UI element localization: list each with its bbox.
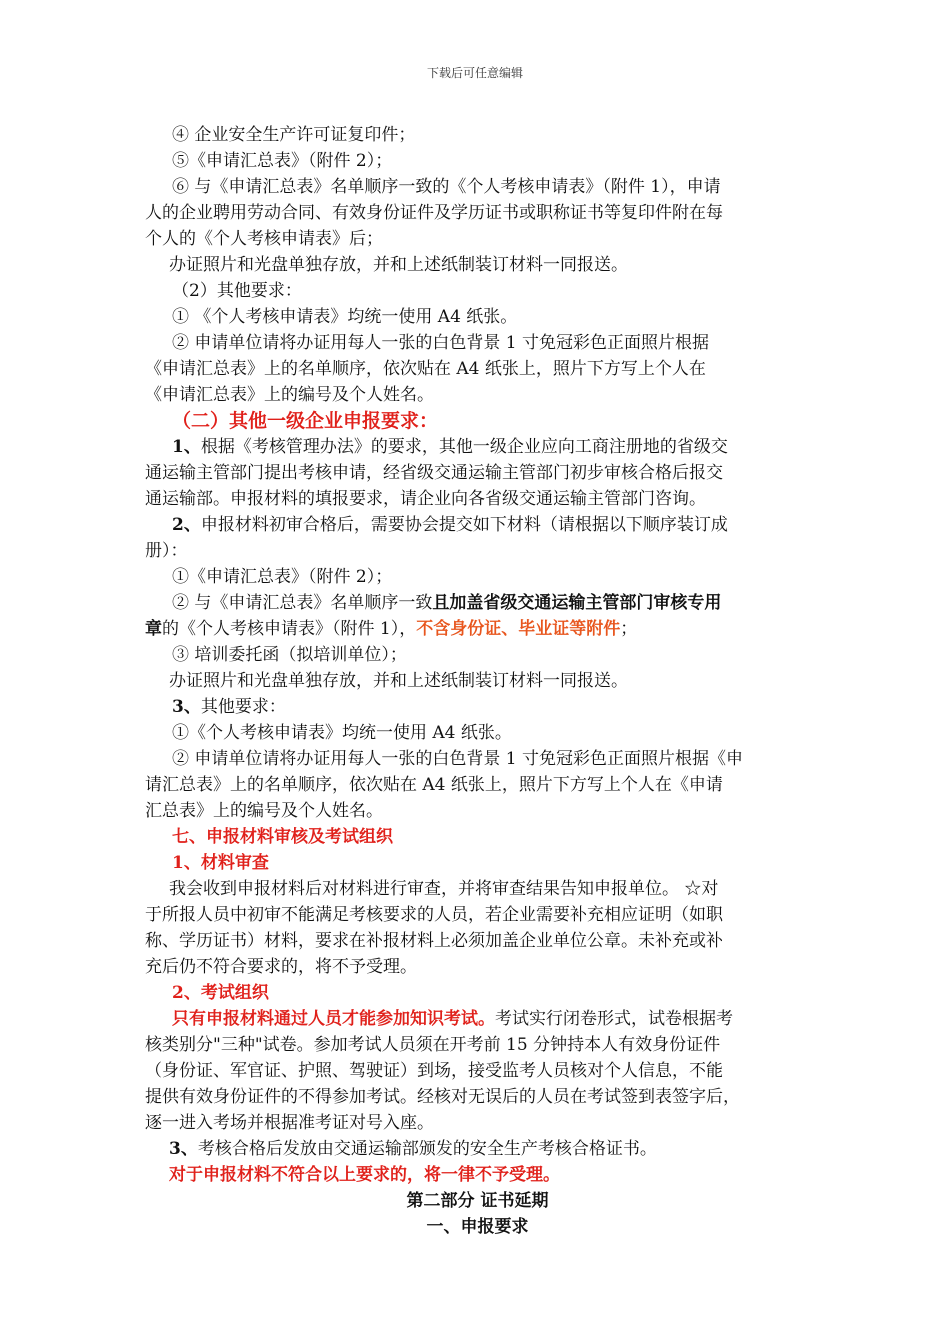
section-heading: 七、申报材料审核及考试组织: [172, 827, 393, 847]
paragraph-line: [145, 512, 810, 538]
paragraph-line: 逐一进入考场并根据准考证对号入座。: [145, 1113, 434, 1133]
paragraph-text: 考核合格后发放由交通运输部颁发的安全生产考核合格证书。: [197, 1139, 657, 1159]
paragraph-line: [145, 1006, 810, 1032]
paragraph-line: [145, 1136, 810, 1162]
document-body: [145, 122, 810, 1240]
paragraph-line: 核类别分"三种"试卷。参加考试人员须在开考前 15 分钟持本人有效身份证件: [145, 1035, 721, 1055]
paragraph-line: 办证照片和光盘单独存放，并和上述纸制装订材料一同报送。: [169, 671, 628, 691]
paragraph-line: 《申请汇总表》上的编号及个人姓名。: [145, 385, 434, 405]
paragraph-line: ①《申请汇总表》（附件 2）；: [172, 567, 393, 587]
paragraph-line: ①《个人考核申请表》均统一使用 A4 纸张。: [172, 723, 512, 743]
section-title: 一、申报要求: [426, 1217, 529, 1237]
subsection-heading: 2、考试组织: [172, 983, 269, 1003]
paragraph-text: 的《个人考核申请表》（附件 1），: [162, 619, 417, 639]
paragraph-line: 个人的《个人考核申请表》后；: [145, 229, 383, 249]
paragraph-line: 提供有效身份证件的不得参加考试。经核对无误后的人员在考试签到表签字后，: [145, 1087, 740, 1107]
paragraph-line: 称、学历证书）材料，要求在补报材料上必须加盖企业单位公章。未补充或补: [145, 931, 723, 951]
paragraph-line: （2）其他要求：: [172, 281, 302, 301]
paragraph-line: 通运输部。申报材料的填报要求，请企业向各省级交通运输主管部门咨询。: [145, 489, 706, 509]
paragraph-line: 册）：: [145, 541, 188, 561]
paragraph-line: 充后仍不符合要求的，将不予受理。: [145, 957, 417, 977]
paragraph-line: 《申请汇总表》上的名单顺序，依次贴在 A4 纸张上，照片下方写上个人在: [145, 359, 706, 379]
paragraph-line: ⑥ 与《申请汇总表》名单顺序一致的《个人考核申请表》（附件 1），申请: [172, 177, 721, 197]
paragraph-line: [145, 434, 810, 460]
item-number: 3、: [169, 1139, 198, 1159]
section-heading: （二）其他一级企业申报要求：: [172, 410, 439, 432]
bold-text: 章: [145, 619, 162, 639]
part-title: 第二部分 证书延期: [406, 1191, 549, 1211]
paragraph-line: 我会收到申报材料后对材料进行审查，并将审查结果告知申报单位。 ☆对: [169, 879, 719, 899]
paragraph-line: 通运输主管部门提出考核申请，经省级交通运输主管部门初步审核合格后报交: [145, 463, 723, 483]
paragraph-line: [145, 616, 810, 642]
page-header: 下载后可任意编辑: [426, 66, 523, 80]
paragraph-line: ⑤《申请汇总表》（附件 2）；: [172, 151, 393, 171]
highlight-text: 只有申报材料通过人员才能参加知识考试。: [172, 1009, 495, 1029]
highlight-text: 不含身份证、毕业证等附件: [416, 619, 621, 639]
paragraph-line: ④ 企业安全生产许可证复印件；: [172, 125, 416, 145]
paragraph-line: （身份证、军官证、护照、驾驶证）到场，接受监考人员核对个人信息，不能: [145, 1061, 723, 1081]
paragraph-line: [145, 590, 810, 616]
paragraph-line: ② 申请单位请将办证用每人一张的白色背景 1 寸免冠彩色正面照片根据: [172, 333, 710, 353]
paragraph-line: [145, 694, 810, 720]
paragraph-text: 根据《考核管理办法》的要求，其他一级企业应向工商注册地的省级交: [200, 437, 728, 457]
paragraph-line: 人的企业聘用劳动合同、有效身份证件及学历证书或职称证书等复印件附在每: [145, 203, 723, 223]
paragraph-line: 于所报人员中初审不能满足考核要求的人员，若企业需要补充相应证明（如职: [145, 905, 723, 925]
item-number: 3、: [172, 697, 201, 717]
paragraph-text: 申报材料初审合格后，需要协会提交如下材料（请根据以下顺序装订成: [200, 515, 728, 535]
item-number: 1、: [172, 437, 201, 457]
paragraph-line: 请汇总表》上的名单顺序，依次贴在 A4 纸张上，照片下方写上个人在《申请: [145, 775, 723, 795]
paragraph-line: ② 申请单位请将办证用每人一张的白色背景 1 寸免冠彩色正面照片根据《申: [172, 749, 744, 769]
paragraph-line: ① 《个人考核申请表》均统一使用 A4 纸张。: [172, 307, 518, 327]
paragraph-text: 考试实行闭卷形式，试卷根据考: [495, 1009, 733, 1029]
paragraph-text: ② 与《申请汇总表》名单顺序一致: [172, 593, 433, 613]
paragraph-line: 汇总表》上的编号及个人姓名。: [145, 801, 383, 821]
paragraph-text: 其他要求：: [200, 697, 286, 717]
subsection-heading: 1、材料审查: [172, 853, 269, 873]
paragraph-line: ③ 培训委托函（拟培训单位）；: [172, 645, 407, 665]
warning-text: 对于申报材料不符合以上要求的，将一律不予受理。: [169, 1165, 560, 1185]
paragraph-line: 办证照片和光盘单独存放，并和上述纸制装订材料一同报送。: [169, 255, 628, 275]
paragraph-text: ；: [620, 619, 638, 639]
item-number: 2、: [172, 515, 201, 535]
bold-text: 且加盖省级交通运输主管部门审核专用: [432, 593, 722, 613]
